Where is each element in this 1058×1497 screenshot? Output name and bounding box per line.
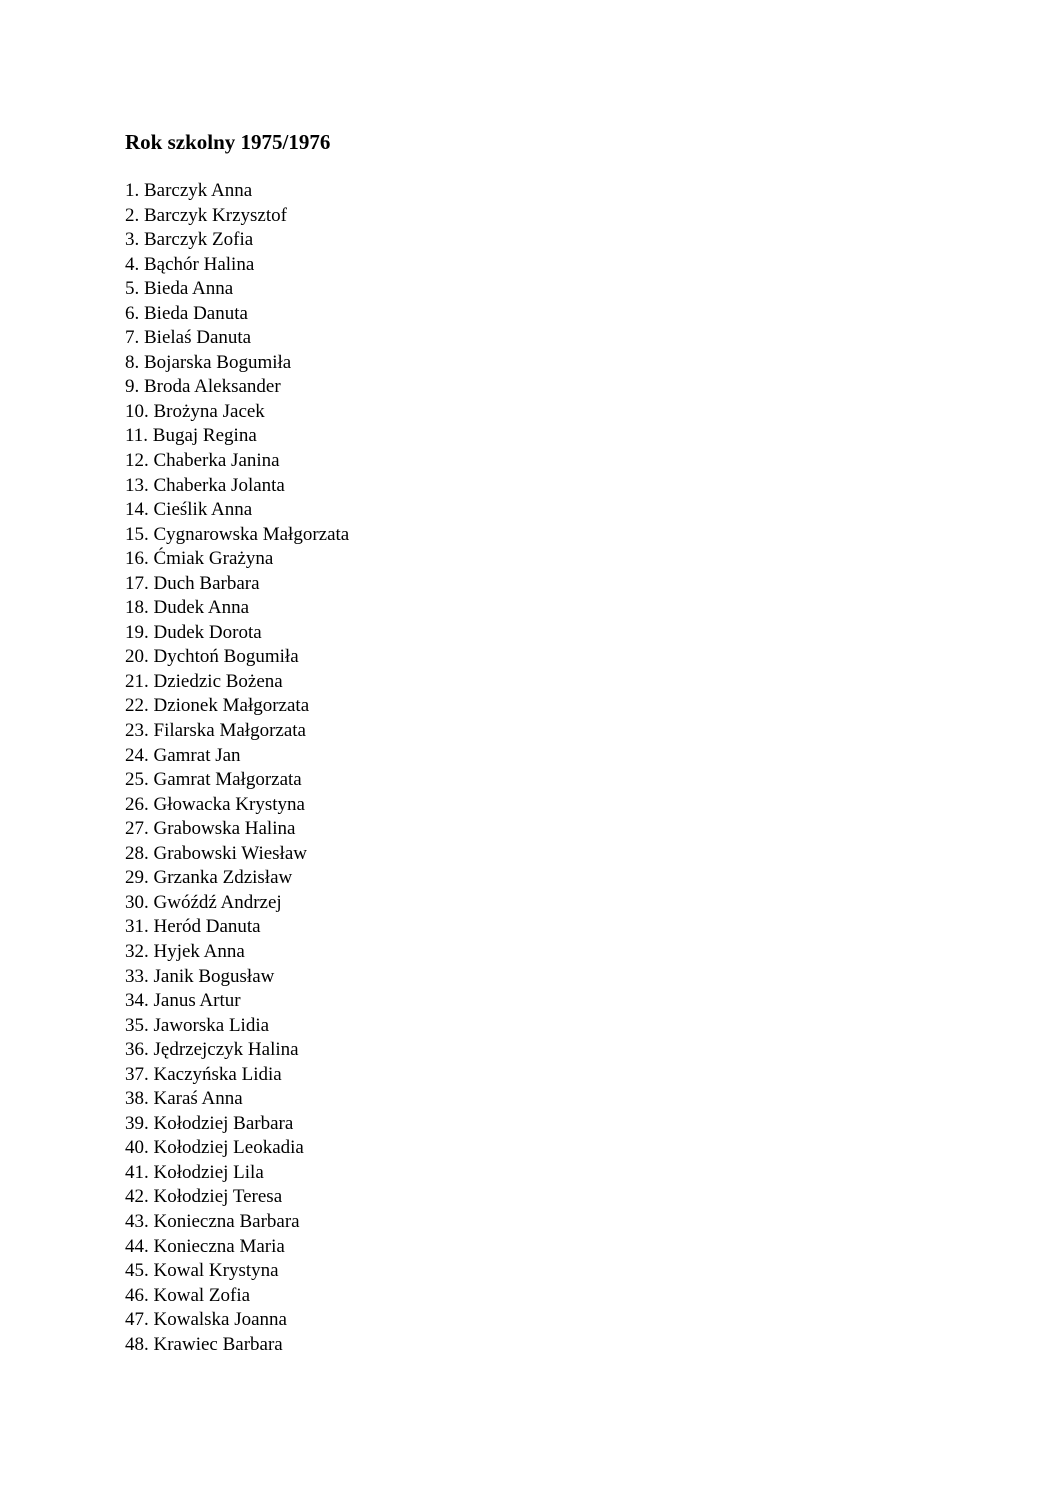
list-item: 19. Dudek Dorota — [125, 621, 262, 643]
list-item: 18. Dudek Anna — [125, 597, 250, 619]
list-item: 45. Kowal Krystyna — [125, 1260, 279, 1282]
list-item: 8. Bojarska Bogumiła — [125, 351, 292, 373]
list-item: 40. Kołodziej Leokadia — [125, 1137, 304, 1159]
list-item: 20. Dychtoń Bogumiła — [125, 646, 299, 668]
list-item: 33. Janik Bogusław — [125, 965, 275, 987]
list-item: 37. Kaczyńska Lidia — [125, 1063, 282, 1085]
list-item: 44. Konieczna Maria — [125, 1235, 285, 1257]
list-item: 14. Cieślik Anna — [125, 499, 253, 521]
list-item: 42. Kołodziej Teresa — [125, 1186, 283, 1208]
list-item: 27. Grabowska Halina — [125, 818, 296, 840]
list-item: 15. Cygnarowska Małgorzata — [125, 523, 350, 545]
list-item: 23. Filarska Małgorzata — [125, 720, 306, 742]
list-item: 7. Bielaś Danuta — [125, 327, 252, 349]
list-item: 39. Kołodziej Barbara — [125, 1112, 294, 1134]
list-item: 1. Barczyk Anna — [125, 180, 253, 201]
list-item: 11. Bugaj Regina — [125, 425, 257, 447]
list-item: 38. Karaś Anna — [125, 1088, 243, 1110]
list-item: 12. Chaberka Janina — [125, 450, 280, 472]
list-item: 31. Heród Danuta — [125, 916, 261, 938]
name-list — [125, 179, 349, 1357]
list-item: 6. Bieda Danuta — [125, 302, 248, 324]
list-item: 25. Gamrat Małgorzata — [125, 769, 302, 791]
list-item: 34. Janus Artur — [125, 990, 241, 1012]
list-item: 13. Chaberka Jolanta — [125, 474, 285, 496]
list-item: 4. Bąchór Halina — [125, 253, 255, 275]
list-item: 36. Jędrzejczyk Halina — [125, 1039, 299, 1061]
list-item: 24. Gamrat Jan — [125, 744, 241, 766]
list-item: 10. Brożyna Jacek — [125, 400, 265, 422]
list-item: 9. Broda Aleksander — [125, 376, 281, 398]
list-item: 32. Hyjek Anna — [125, 940, 245, 962]
list-item: 47. Kowalska Joanna — [125, 1309, 287, 1331]
list-item: 46. Kowal Zofia — [125, 1284, 251, 1306]
list-item: 16. Ćmiak Grażyna — [125, 548, 274, 570]
list-item: 48. Krawiec Barbara — [125, 1333, 283, 1355]
list-item: 3. Barczyk Zofia — [125, 229, 254, 251]
list-item: 26. Głowacka Krystyna — [125, 793, 305, 815]
list-item: 5. Bieda Anna — [125, 278, 234, 300]
list-item: 43. Konieczna Barbara — [125, 1210, 300, 1232]
list-item: 2. Barczyk Krzysztof — [125, 204, 287, 226]
list-item: 41. Kołodziej Lila — [125, 1161, 264, 1183]
list-item: 35. Jaworska Lidia — [125, 1014, 270, 1036]
list-item: 28. Grabowski Wiesław — [125, 842, 307, 864]
list-item: 21. Dziedzic Bożena — [125, 670, 283, 692]
list-item: 29. Grzanka Zdzisław — [125, 867, 293, 889]
list-item: 22. Dzionek Małgorzata — [125, 695, 310, 717]
list-item: 30. Gwóźdź Andrzej — [125, 891, 282, 913]
list-item: 17. Duch Barbara — [125, 572, 260, 594]
document-title: Rok szkolny 1975/1976 — [125, 130, 331, 154]
